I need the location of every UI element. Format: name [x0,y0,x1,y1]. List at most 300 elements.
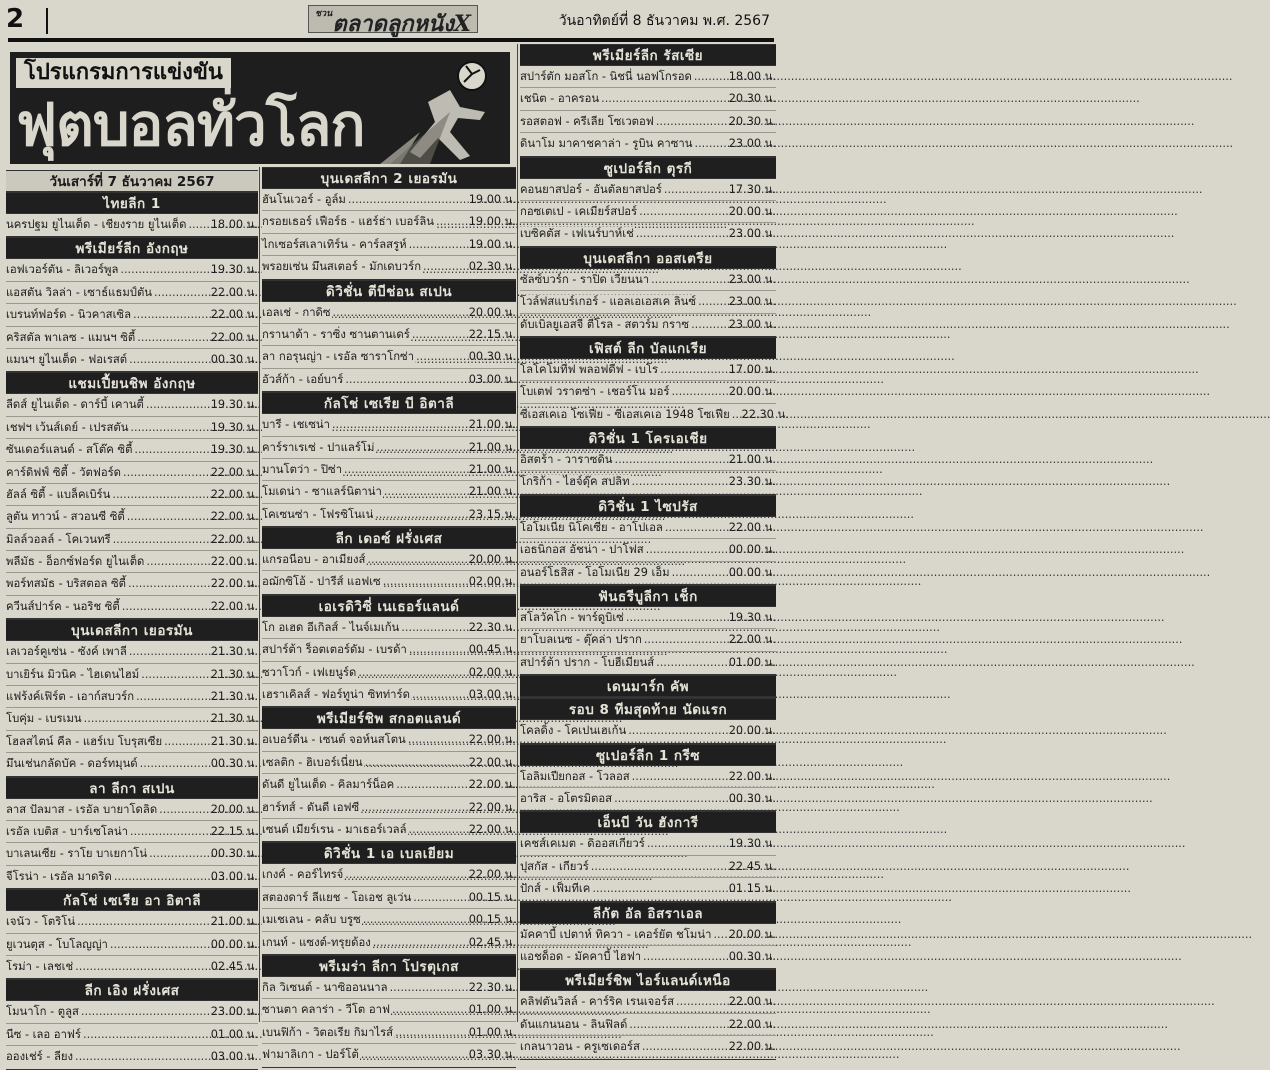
title-banner [10,52,510,164]
league-title: ลีกัต อัล อิสราเอล [520,902,776,924]
fixtures-column-2 [262,167,516,1068]
league-title: เอ็นบี วัน ฮังการี [520,811,776,833]
kickoff-time: 00.30 น. [468,350,516,364]
kickoff-time: 22.30 น. [468,620,516,634]
match-row [262,774,516,796]
match-teams: มัคคาบี้ เปตาห์ ทิควา - เคอร์ยัต ชโมน่า [520,927,712,941]
league-section [520,969,776,1059]
kickoff-time: 22.00 น. [210,330,258,344]
match-teams: คาร์ดิฟฟ์ ซิตี้ - วัตฟอร์ด [6,465,122,479]
soccer-player-icon [380,52,510,164]
match-teams-cell [6,866,202,888]
match-teams: โมนาโก - ตูลูส [6,1005,79,1019]
league-title: พรีเมียร์ลีก รัสเซีย [520,44,776,66]
match-row [6,708,258,730]
kickoff-time: 17.00 น. [728,362,776,376]
match-row [6,686,258,708]
league-section [262,707,516,842]
kickoff-time: 21.30 น. [210,712,258,726]
column-divider [517,44,518,167]
kickoff-time: 01.15 น. [728,882,776,896]
match-row [6,417,258,439]
match-row [262,549,516,571]
match-teams: โมเดน่า - ซาแลร์นิตาน่า [262,485,382,499]
match-teams: ฟามาลิเกา - ปอร์โต้ [262,1048,359,1062]
match-teams: จีโรน่า - เรอัล มาดริด [6,869,112,883]
match-teams: เจนัว - โตริโน่ [6,915,76,929]
kickoff-time: 21.00 น. [468,462,516,476]
match-teams-cell [520,66,718,87]
match-teams-cell [520,269,718,290]
match-teams-cell [6,484,202,505]
kickoff-time: 00.30 น. [728,949,776,963]
match-row [262,752,516,774]
kickoff-time: 23.00 น. [728,295,776,309]
kickoff-time: 22.00 น. [468,800,516,814]
match-row [262,324,516,346]
kickoff-time: 21.30 น. [210,645,258,659]
match-teams: เบรนท์ฟอร์ด - นิวคาสเซิล [6,308,132,322]
league-title: บุนเดสลีกา ออสเตรีย [520,247,776,269]
match-row [262,211,516,233]
match-teams: บาเยิร์น มิวนิค - ไฮเดนไฮม์ [6,667,140,681]
kickoff-time: 01.00 น. [728,655,776,669]
match-teams: แฟร้งค์เฟิร์ต - เอาก์สบวร์ก [6,690,135,704]
match-teams-cell [6,259,202,280]
match-teams-cell [520,1036,718,1058]
match-teams: เกงค์ - คอร์ไทรจ์ [262,868,344,882]
match-teams: อเบอร์ดีน - เซนต์ จอห์นสโตน [262,733,406,747]
match-teams-cell [262,571,458,593]
match-teams: โก อเฮด อีเกิลส์ - ไนจ์เมเก้น [262,620,400,634]
kickoff-time: 22.00 น. [210,487,258,501]
match-teams: เอฟเวอร์ตัน - ลิเวอร์พูล [6,263,119,277]
kickoff-time: 22.00 น. [728,520,776,534]
kickoff-time: 02.00 น. [468,665,516,679]
league-title: ดิวิชั่น ตีบีช่อน สเปน [262,280,516,302]
match-teams-cell [262,437,458,458]
match-teams: โรม่า - เลชเช่ [6,959,74,973]
match-teams: แมนฯ ยูไนเต็ด - ฟอเรสต์ [6,352,128,366]
kickoff-time: 03.00 น. [210,869,258,883]
match-teams: ฮันโนเวอร์ - อูล์ม [262,193,346,206]
match-row [262,864,516,886]
match-teams: เกนท์ - แซงต์-ทรุยด้อง [262,935,371,949]
match-row [520,607,776,629]
match-teams: กอซเตเป - เคเมียร์สปอร์ [520,204,638,218]
league-section [520,337,789,427]
kickoff-time: 22.15 น. [468,327,516,341]
fixtures-column-3 [520,44,789,1060]
match-row [6,551,258,573]
kickoff-time: 00.30 น. [210,847,258,861]
kickoff-time: 00.30 น. [210,757,258,771]
match-teams: แอสตัน วิลล่า - เซาธ์แธมป์ตัน [6,285,153,299]
match-teams: คาร์ราเรเซ่ - ปาแลร์โม่ [262,440,375,454]
league-section [262,527,516,595]
kickoff-time: 18.00 น. [728,70,776,83]
match-teams: ซวาโวก์ - เฟเยนูร์ด [262,665,357,679]
kickoff-time: 19.30 น. [210,443,258,457]
match-row [520,471,776,493]
page-header [0,0,782,44]
kickoff-time: 19.30 น. [210,398,258,412]
kickoff-time: 22.00 น. [210,599,258,613]
match-row [520,720,776,742]
match-teams-cell [520,878,718,900]
brand-logo [308,5,478,37]
kickoff-time: 22.00 น. [468,778,516,792]
league-title: รอบ 8 ทีมสุดท้าย นัดแรก [520,698,776,720]
match-teams-cell [520,404,731,426]
league-title: กัลโช่ เซเรีย บี อิตาลี [262,392,516,414]
match-row [262,346,516,368]
match-teams: ปุสกัส - เกียวร์ [520,859,589,873]
match-row [6,596,258,618]
match-row [6,282,258,304]
kickoff-time: 22.00 น. [210,532,258,546]
match-teams: คริสตัล พาเลซ - แมนฯ ซิตี้ [6,330,136,344]
match-teams: โลโคโมทีฟ พลอฟดีฟ - เบโร [520,362,659,376]
match-teams-cell [520,856,718,877]
league-title: พรีเมียร์ชิพ สกอตแลนด์ [262,707,516,729]
match-row [6,866,258,888]
league-section [6,979,258,1069]
match-teams-cell [6,327,202,348]
match-row [6,1046,258,1068]
match-teams-cell [262,639,458,660]
kickoff-time: 21.00 น. [468,485,516,499]
match-teams-cell [6,799,202,820]
match-teams-cell [520,1014,718,1035]
match-teams: ฮาร์ทส์ - ดันดี เอฟซี [262,800,360,814]
match-row [262,684,516,706]
match-teams-cell [262,819,458,841]
match-row [262,189,516,211]
match-teams: มานโตว่า - ปิซ่า [262,462,343,476]
match-teams: โอโมเนีย นิโคเซีย - อาโปเอล [520,520,663,534]
match-row [520,924,776,946]
match-row [520,269,776,291]
match-row [262,369,516,391]
kickoff-time: 22.00 น. [210,308,258,322]
match-teams-cell [262,189,458,210]
match-row [6,462,258,484]
match-teams: โวล์ฟสแบร์เกอร์ - แอลเอเอสเค ลินซ์ [520,295,697,309]
fixture-date-heading: วันเสาร์ที่ 7 ธันวาคม 2567 [6,170,258,192]
match-teams-cell [262,864,458,885]
kickoff-time: 22.00 น. [728,769,776,783]
match-teams: อองเช่ร์ - ลียง [6,1050,73,1064]
match-row [520,652,776,674]
kickoff-time: 23.00 น. [728,227,776,241]
kickoff-time: 22.30 น. [741,407,789,421]
kickoff-time: 19.00 น. [468,237,516,251]
kickoff-time: 20.00 น. [468,553,516,567]
match-teams: เลเวอร์คูเซ่น - ซังค์ เพาลี [6,645,127,659]
kickoff-time: 23.00 น. [728,272,776,286]
match-teams-cell [262,729,458,750]
kickoff-time: 22.00 น. [210,510,258,524]
kickoff-time: 19.30 น. [728,611,776,625]
match-row [6,731,258,753]
fixtures-column-1 [6,170,258,1070]
match-teams-cell [520,381,718,402]
match-teams-cell [6,664,202,685]
match-row [6,1001,258,1023]
match-row [6,1024,258,1046]
kickoff-time: 18.00 น. [210,218,258,231]
match-teams-cell [262,256,458,278]
match-teams: โอลิมเปียกอส - โวลอส [520,769,630,783]
match-row [520,291,776,313]
kickoff-time: 03.00 น. [468,372,516,386]
match-row [520,201,776,223]
match-teams-cell [262,481,458,502]
kickoff-time: 22.45 น. [728,859,776,873]
match-teams-cell [520,788,718,810]
match-teams: กิล วิเซนต์ - นาซิออนนาล [262,980,388,994]
kickoff-time: 02.45 น. [468,935,516,949]
kickoff-time: 21.30 น. [210,667,258,681]
match-teams-cell [6,462,202,483]
match-teams: อฌักซิโอ้ - ปารีส์ แอฟเซ [262,575,381,589]
match-row [520,404,789,426]
kickoff-time: 19.30 น. [210,263,258,277]
match-teams-cell [520,291,718,312]
kickoff-time: 00.00 น. [210,937,258,951]
match-teams-cell [262,684,458,706]
match-teams-cell [262,459,458,480]
match-row [262,414,516,436]
kickoff-time: 19.30 น. [210,420,258,434]
match-teams-cell [6,911,202,932]
kickoff-time: 21.00 น. [468,418,516,432]
league-title: ลีก เดอซ์ ฝรั่งเศส [262,527,516,549]
match-teams: ปักส์ - เฟ็มทีเค [520,882,591,896]
kickoff-time: 00.00 น. [728,543,776,557]
match-row [262,932,516,954]
kickoff-time: 20.30 น. [728,92,776,106]
kickoff-time: 23.15 น. [468,507,516,521]
match-teams-cell [262,752,458,773]
match-row [262,459,516,481]
match-row [520,629,776,651]
match-teams-cell [6,551,202,572]
match-teams-cell [262,302,458,323]
match-teams: ลาส ปัลมาส - เรอัล บายาโดลิด [6,802,158,816]
match-teams-cell [262,774,458,795]
match-row [262,256,516,278]
league-section [262,955,516,1068]
match-teams: โคลดิ้ง - โคเปนเฮเก้น [520,724,627,738]
match-teams-cell [520,449,718,470]
kickoff-time: 00.15 น. [468,913,516,927]
kickoff-time: 21.30 น. [210,734,258,748]
match-teams: ไกเซอร์สเลาเทิร์น - คาร์ลสรูห์ [262,237,407,251]
match-teams-cell [520,314,718,336]
match-row [6,394,258,416]
match-teams: สปาร์ต้า ปราก - โบฮีเมียนส์ [520,655,655,669]
match-teams-cell [520,766,718,787]
match-teams-cell [6,529,202,550]
kickoff-time: 00.45 น. [468,643,516,657]
kickoff-time: 03.00 น. [468,688,516,702]
match-teams: ซีเอสเคเอ โซเฟีย - ซีเอสเคเอ 1948 โซเฟีย [520,407,730,421]
league-title: พรีเมียร์ชิพ ไอร์แลนด์เหนือ [520,969,776,991]
league-title: ฟันธรีบูลีกา เช็ก [520,585,776,607]
league-section [520,698,776,743]
match-teams-cell [520,223,718,245]
match-teams: เกลนาวอน - ครูเซเดอร์ส [520,1040,640,1054]
kickoff-time: 20.00 น. [728,385,776,399]
match-teams: กรานาด้า - ราซิ่ง ซานตานเดร์ [262,327,410,341]
kickoff-time: 23.30 น. [728,475,776,489]
match-row [520,88,776,110]
match-row [262,977,516,999]
match-teams: สปาร์ตัก มอสโก - นิชนี่ นอฟโกรอด [520,70,692,83]
kickoff-time: 19.30 น. [728,837,776,851]
kickoff-time: 19.00 น. [468,193,516,206]
banner-title: ฟุตบอลทั่วโลก [16,91,365,159]
league-title: เดนมาร์ก คัพ [520,675,776,697]
match-teams: ซันเดอร์แลนด์ - สโต๊ค ซิตี้ [6,443,133,457]
match-teams-cell [262,617,458,638]
league-title: ดิวิชั่น 1 เอ เบลเยียม [262,842,516,864]
match-row [262,797,516,819]
match-teams-cell [520,652,718,674]
match-teams: นครปฐม ยูไนเต็ด - เชียงราย ยูไนเต็ด [6,218,187,231]
match-teams-cell [262,346,458,367]
match-teams: โคเซนซ่า - โฟรซิโนเน่ [262,507,374,521]
league-section [520,811,776,901]
match-row [520,314,776,336]
match-row [6,214,258,236]
kickoff-time: 02.30 น. [468,260,516,274]
kickoff-time: 03.30 น. [468,1048,516,1062]
match-row [6,439,258,461]
league-section [520,157,776,247]
match-teams-cell [6,1024,202,1045]
match-row [6,934,258,956]
match-teams: เชฟฯ เว้นส์เดย์ - เปรสตัน [6,420,129,434]
match-teams-cell [520,946,718,968]
match-teams: ลีดส์ ยูไนเต็ด - ดาร์บี้ เคานตี้ [6,398,144,412]
match-teams: สตองดาร์ ลีแยช - โอเอช ลูเว่น [262,890,412,904]
match-teams-cell [6,821,202,842]
match-row [520,991,776,1013]
match-row [520,359,776,381]
kickoff-time: 20.00 น. [728,927,776,941]
match-teams: ลูตัน ทาวน์ - สวอนซี ซิตี้ [6,510,125,524]
match-row [520,381,776,403]
match-teams-cell [6,641,202,662]
match-teams: อัวส์ก้า - เอย์บาร์ [262,372,344,386]
match-teams-cell [262,662,458,683]
match-teams-cell [520,359,718,380]
match-teams-cell [6,731,202,752]
match-teams-cell [262,887,458,908]
match-teams: ซานตา คลาร่า - วีโต อาฟ [262,1003,390,1017]
match-teams: พลีมัธ - อ็อกซ์ฟอร์ด ยูไนเต็ด [6,555,145,569]
match-teams-cell [6,506,202,527]
kickoff-time: 01.00 น. [468,1003,516,1017]
match-row [520,788,776,810]
match-teams-cell [6,1001,202,1022]
kickoff-time: 21.00 น. [210,915,258,929]
match-row [520,856,776,878]
kickoff-time: 22.00 น. [468,755,516,769]
kickoff-time: 22.00 น. [210,285,258,299]
kickoff-time: 23.00 น. [728,137,776,151]
kickoff-time: 22.00 น. [468,868,516,882]
match-teams-cell [520,562,718,584]
kickoff-time: 00.00 น. [728,565,776,579]
match-teams-cell [520,629,718,650]
match-row [6,259,258,281]
match-teams-cell [520,517,718,538]
league-title: ซูเปอร์ลีก 1 กรีซ [520,744,776,766]
match-row [262,504,516,526]
match-teams-cell [6,349,202,371]
match-teams-cell [262,1044,458,1066]
match-teams: โบคุ่ม - เบรเมน [6,712,82,726]
league-section [520,902,776,970]
match-teams-cell [520,539,718,560]
kickoff-time: 21.00 น. [468,440,516,454]
match-teams-cell [520,179,718,200]
match-teams: เอธนิกอส อัชน่า - ปาโฟส [520,543,644,557]
match-teams-cell [6,573,202,594]
banner-subtitle: โปรแกรมการแข่งขัน [16,58,231,88]
match-teams-cell [262,414,458,435]
league-title: ซูเปอร์ลีก ตุรกี [520,157,776,179]
match-row [520,539,776,561]
match-teams: อาริส - อโตรมิตอส [520,791,613,805]
league-section [520,427,776,495]
league-section [520,247,776,337]
match-teams-cell [520,991,718,1012]
kickoff-time: 02.00 น. [468,575,516,589]
match-teams-cell [262,369,458,391]
league-section [520,675,776,698]
match-teams: บาเลนเซีย - ราโย บาเยกาโน่ [6,847,148,861]
match-teams-cell [520,88,718,109]
match-teams-cell [6,417,202,438]
match-teams: แกรอนีอบ - อาเมียงส์ [262,553,366,567]
match-teams: ลา กอรุนญ่า - เรอัล ซาราโกซ่า [262,350,415,364]
kickoff-time: 23.00 น. [728,317,776,331]
league-title: กัลโช่ เซเรีย อา อิตาลี [6,889,258,911]
match-teams: เบนฟิก้า - วิตอเรีย กิมาไรส์ [262,1025,394,1039]
kickoff-time: 20.00 น. [468,305,516,319]
match-teams-cell [6,282,202,303]
kickoff-time: 20.00 น. [728,204,776,218]
match-teams-cell [520,720,718,742]
match-teams-cell [262,1022,458,1043]
league-section [520,495,776,585]
kickoff-time: 20.30 น. [728,114,776,128]
match-teams-cell [6,934,202,955]
match-teams: ยาโบลเนซ - ตุ๊คล่า ปราก [520,633,642,647]
kickoff-time: 22.30 น. [468,980,516,994]
league-section [520,744,776,812]
match-row [6,956,258,978]
league-section [6,372,258,619]
match-teams-cell [6,394,202,415]
league-section [6,889,258,979]
match-teams: สปาร์ต้า ร็อตเตอร์ดัม - เบรด้า [262,643,407,657]
